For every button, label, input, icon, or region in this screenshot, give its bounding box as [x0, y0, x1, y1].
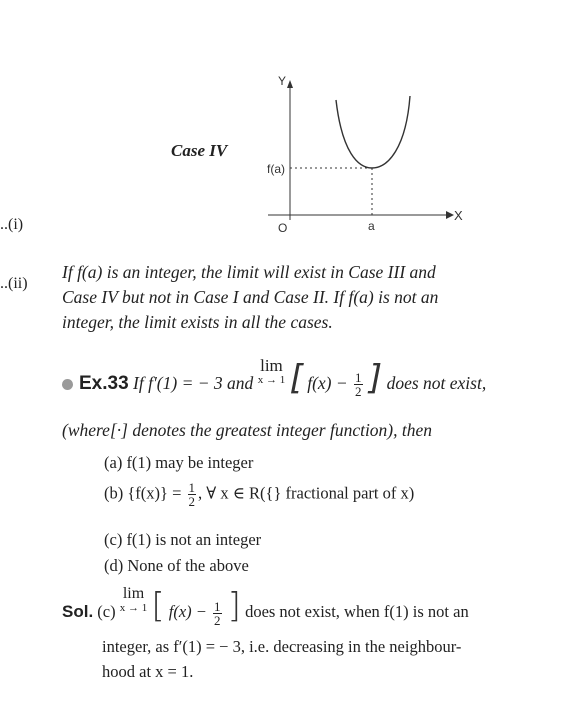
paragraph-line-3: integer, the limit exists in all the cases. [62, 312, 333, 332]
solution-label: Sol. [62, 602, 94, 621]
right-bracket: ] [368, 358, 383, 398]
example-tail: does not exist, [386, 373, 487, 393]
solution-left-bracket: [ [151, 586, 165, 626]
example-line-2: (where[·] denotes the greatest integer function), then [62, 420, 433, 440]
equation-marker-i: ..(i) [0, 216, 24, 233]
y-axis-arrow [287, 80, 293, 88]
example-33-statement [62, 358, 486, 398]
u-curve [336, 96, 410, 168]
solution-choice: (c) [97, 602, 116, 621]
equation-marker-ii: ..(ii) [0, 275, 28, 292]
limit-subscript: x → 1 [257, 374, 286, 386]
solution-line-1 [62, 586, 469, 627]
example-limit: lim x → 1 [257, 356, 286, 386]
solution-right-bracket: ] [227, 586, 241, 626]
solution-line-2: integer, as f′(1) = − 3, i.e. decreasing in the neighbour- [102, 637, 462, 656]
example-label: Ex.33 [79, 373, 129, 394]
paragraph-line-2: Case IV but not in Case I and Case II. If f(a) is not an [62, 287, 439, 307]
solution-tail: does not exist, when f(1) is not an [245, 602, 469, 621]
option-a: (a) f(1) may be integer [104, 453, 254, 472]
half-fraction: $\frac{1}{2}$ [355, 370, 362, 400]
y-axis-label: Y [278, 74, 287, 88]
case-iv-graph [258, 70, 468, 240]
example-expression: f(x) − [307, 373, 348, 393]
solution-expression: f(x) − [168, 602, 207, 621]
case-label: Case IV [171, 141, 228, 160]
origin-label: O [278, 221, 288, 235]
option-b: (b) {f(x)} = $\frac{1}{2}$ , ∀ x ∈ R({} fractional part of x) [104, 480, 415, 509]
solution-half-fraction: $\frac{1}{2}$ [214, 598, 221, 628]
solution-limit: lim x → 1 [119, 585, 148, 614]
option-d: (d) None of the above [104, 556, 249, 575]
option-c: (c) f(1) is not an integer [104, 530, 262, 549]
solution-limit-subscript: x → 1 [119, 602, 148, 614]
bullet-icon [62, 379, 73, 390]
a-label: a [368, 219, 375, 233]
solution-line-3: hood at x = 1. [102, 662, 194, 681]
fa-label: f(a) [267, 162, 285, 176]
example-condition: If f′(1) = − 3 and [133, 373, 254, 393]
left-bracket: [ [289, 358, 303, 398]
x-axis-label: X [454, 208, 463, 223]
paragraph-line-1: If f(a) is an integer, the limit will exist in Case III and [62, 262, 436, 282]
x-axis-arrow [446, 211, 454, 219]
option-b-fraction: $\frac{1}{2}$ [188, 480, 195, 509]
